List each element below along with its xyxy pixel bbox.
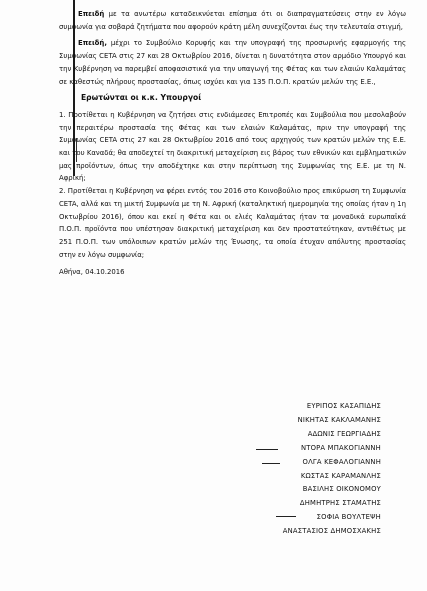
paragraph-2-lead: Επειδή, (78, 39, 107, 48)
document-body (59, 8, 406, 279)
signatory: ΝΤΟΡΑ ΜΠΑΚΟΓΙΑΝΝΗ (300, 443, 381, 452)
signatory: ΝΙΚΗΤΑΣ ΚΑΚΛΑΜΑΝΗΣ (297, 415, 381, 424)
paragraph-1 (59, 8, 406, 33)
signatory: ΔΗΜΗΤΡΗΣ ΣΤΑΜΑΤΗΣ (299, 499, 381, 508)
signature-stroke (256, 449, 278, 450)
signatory: ΣΟΦΙΑ ΒΟΥΛΤΕΨΗ (316, 513, 381, 522)
signatory: ΑΔΩΝΙΣ ΓΕΩΡΓΙΑΔΗΣ (307, 429, 381, 438)
signatory: ΟΛΓΑ ΚΕΦΑΛΟΓΙΑΝΝΗ (302, 457, 381, 466)
question-1: 1. Προτίθεται η Κυβέρνηση να ζητήσει στις ενδιάμεσες Επιτροπές και Συμβούλια που μεσολαβούν την περαιτέρω προστασία της Φέτας και των ελαιών Καλαμάτας, πριν την υπογραφή της Συμφωνίας CETA στις 27 και 28 Οκτωβρίου 2016 από τους αρχηγούς των κρατών μελών της Ε.Ε. και του Καναδά; θα αποδεχτεί τη διακριτική μεταχείριση εις βάρος των εθνικών και εμβληματικών μας προϊόντων, όπως την αποδέχτηκε και στην περίπτωση της Συμφωνίας της Ε.Ε. με τη Ν. Αφρική; (59, 110, 406, 183)
signatory: ΒΑΣΙΛΗΣ ΟΙΚΟΝΟΜΟΥ (302, 485, 381, 494)
signatories-list (0, 400, 381, 539)
paragraph-1-lead: Επειδή (78, 10, 105, 18)
paragraph-2-text: μέχρι το Συμβούλιο Κορυφής και την υπογραφή της προσωρινής εφαρμογής της Συμφωνίας CETA στις 27 και 28 Οκτωβρίου 2016, δίνεται η δυνατότητα στον αρμόδιο Υπουργό και την Κυβέρνηση να παρεμβεί αποφασιστικά για την υπαγωγή της Φέτας και των ελαιών Καλαμάτας σε καθεστώς πλήρους προστασίας, όπως ισχύει και για 135 Π.Ο.Π. κρατών μελών της Ε.Ε., (59, 39, 406, 86)
paragraph-2 (59, 37, 406, 88)
document-date: Αθήνα, 04.10.2016 (59, 268, 125, 277)
signatory: ΚΩΣΤΑΣ ΚΑΡΑΜΑΝΛΗΣ (300, 471, 381, 480)
signature-stroke (262, 463, 280, 464)
questions-heading: Ερωτώνται οι κ.κ. Υπουργοί (81, 93, 202, 103)
signatory: ΑΝΑΣΤΑΣΙΟΣ ΔΗΜΟΣΧΑΚΗΣ (282, 527, 381, 536)
signature-stroke (276, 516, 296, 517)
question-2: 2. Προτίθεται η Κυβέρνηση να φέρει εντός του 2016 στο Κοινοβούλιο προς επικύρωση τη Συμφωνία CETA, αλλά και τη μικτή Συμφωνία με τη Ν. Αφρική (καταληκτική ημερομηνία της οποίας ήταν η 1η Οκτωβρίου 2016), όπου και εκεί η Φέτα και οι ελιές Καλαμάτας ήταν τα μοναδικά ευρωπαϊκά Π.Ο.Π. προϊόντα που υπέστησαν διακριτική μεταχείριση και δεν προστατεύτηκαν, αντιθέτως με 251 Π.Ο.Π. των υπόλοιπων κρατών μελών της Ένωσης, τα οποία έτυχαν απόλυτης προστασίας στην εν λόγω συμφωνία; (59, 187, 407, 259)
signatory: ΕΥΡΙΠΟΣ ΚΑΣΑΠΙΔΗΣ (306, 402, 381, 410)
paragraph-1-text: με τα ανωτέρω καταδεικνύεται επίσημα ότι οι διαπραγματεύσεις στην εν λόγω συμφωνία για σοβαρά ζητήματα που αφορούν κράτη μέλη συνεχίζονται έως την τελευταία στιγμή, (59, 10, 406, 31)
